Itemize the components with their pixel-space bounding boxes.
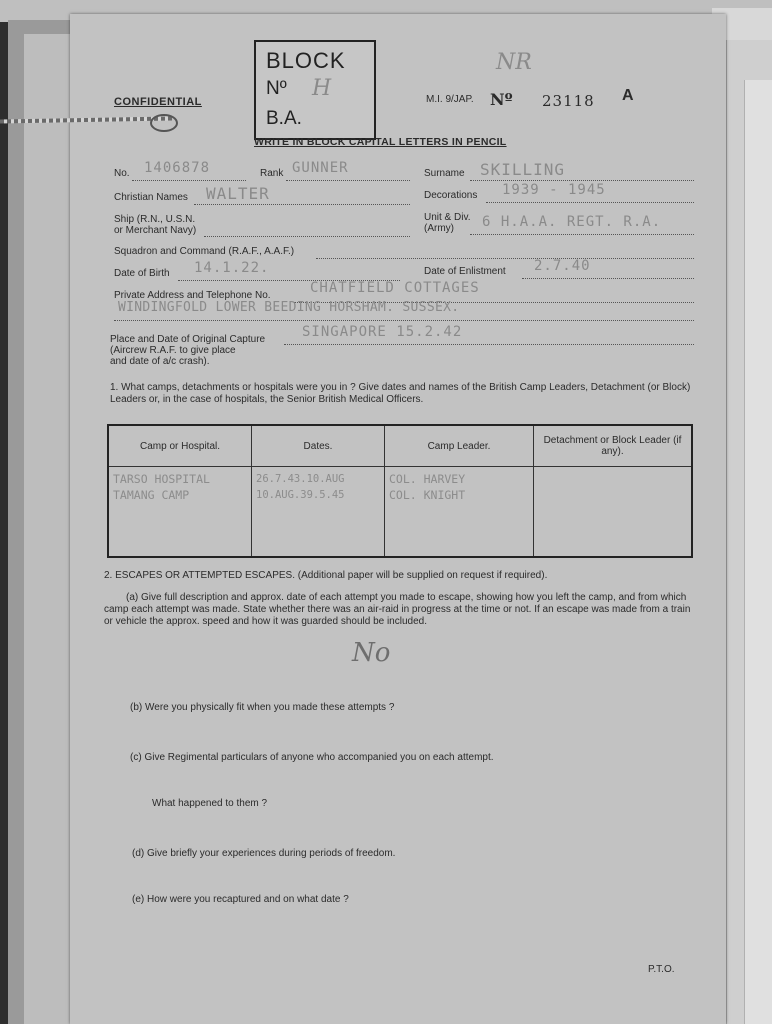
capture-label-2: (Aircrew R.A.F. to give place xyxy=(110,345,236,356)
address-value-line2: WINDINGFOLD LOWER BEEDING HORSHAM. SUSSEX. xyxy=(118,300,460,315)
header-dates: Dates. xyxy=(252,425,385,467)
leader-entry: COL. HARVEY xyxy=(389,472,466,486)
surname-value: SKILLING xyxy=(480,160,566,179)
dates-cell xyxy=(252,467,385,558)
question-2a-answer: No xyxy=(352,638,391,668)
enlistment-value: 2.7.40 xyxy=(534,258,591,274)
camp-entry: TARSO HOSPITAL xyxy=(113,472,210,486)
christian-names-value: WALTER xyxy=(206,184,270,203)
camps-table xyxy=(107,424,693,558)
question-2-heading: 2. ESCAPES OR ATTEMPTED ESCAPES. (Additional paper will be supplied on request if required). xyxy=(104,570,548,581)
christian-names-label: Christian Names xyxy=(114,192,188,203)
ship-label-1: Ship (R.N., U.S.N. xyxy=(114,214,196,225)
question-2c-followup: What happened to them ? xyxy=(152,798,268,809)
form-number: 23118 xyxy=(542,92,595,110)
capture-label-1: Place and Date of Original Capture xyxy=(110,334,266,345)
detachment-cell xyxy=(534,467,693,558)
header-camp-or-hospital: Camp or Hospital. xyxy=(108,425,252,467)
camps-cell xyxy=(108,467,252,558)
number-symbol: Nº xyxy=(490,90,513,109)
rank-label: Rank xyxy=(260,168,284,179)
form-letter: A xyxy=(622,87,634,104)
question-2d-text: (d) Give briefly your experiences during periods of freedom. xyxy=(132,848,396,859)
question-2a-text: (a) Give full description and approx. date of each attempt you made to escape, showing how you left the camp, and from which camp each attempt was made. State whether there was an air-raid in progress at the time or not. If an escape was made from a train or vehicle the approx. speed and how it was guarded should be included. xyxy=(104,592,691,627)
binding-string-knot xyxy=(150,114,178,132)
dob-value: 14.1.22. xyxy=(194,260,270,276)
nr-handwritten: NR xyxy=(496,50,532,75)
decorations-value: 1939 - 1945 xyxy=(502,182,606,198)
block-ba-label: B.A. xyxy=(266,108,302,129)
header-detachment-leader: Detachment or Block Leader (if any). xyxy=(534,425,693,467)
mi-code: M.I. 9/JAP. xyxy=(426,94,474,105)
capture-label-3: and date of a/c crash). xyxy=(110,356,210,367)
no-label: No. xyxy=(114,168,130,179)
camps-table-header xyxy=(108,425,692,467)
block-number-label: Nº xyxy=(266,78,287,99)
header-camp-leader: Camp Leader. xyxy=(385,425,534,467)
leader-cell xyxy=(385,467,534,558)
rank-value: GUNNER xyxy=(292,160,349,176)
dob-label: Date of Birth xyxy=(114,268,170,279)
form-page xyxy=(70,14,726,1024)
address-value-line1: CHATFIELD COTTAGES xyxy=(310,280,480,296)
date-entry: 26.7.43.10.AUG xyxy=(256,473,345,485)
question-2e-text: (e) How were you recaptured and on what date ? xyxy=(132,894,349,905)
instruction-heading: WRITE IN BLOCK CAPITAL LETTERS IN PENCIL xyxy=(254,136,507,148)
unit-value: 6 H.A.A. REGT. R.A. xyxy=(482,214,662,230)
page-stack-right-3 xyxy=(744,80,772,1024)
question-2b-text: (b) Were you physically fit when you made these attempts ? xyxy=(130,702,395,713)
ship-label-2: or Merchant Navy) xyxy=(114,225,197,236)
table-row xyxy=(108,467,692,558)
question-1-text: 1. What camps, detachments or hospitals were you in ? Give dates and names of the British Camp Leaders, Detachment (or Block) Leaders or, in the case of hospitals, the Senior British Medical Officers. xyxy=(110,382,691,405)
pto-note: P.T.O. xyxy=(648,964,675,975)
unit-label-2: (Army) xyxy=(424,223,454,234)
question-2c-text: (c) Give Regimental particulars of anyone who accompanied you on each attempt. xyxy=(130,752,494,763)
capture-value: SINGAPORE 15.2.42 xyxy=(302,324,463,340)
block-label: BLOCK xyxy=(266,48,346,73)
surname-label: Surname xyxy=(424,168,465,179)
address-label: Private Address and Telephone No. xyxy=(114,290,271,301)
decorations-label: Decorations xyxy=(424,190,478,201)
confidential-heading: CONFIDENTIAL xyxy=(114,96,202,108)
unit-label-1: Unit & Div. xyxy=(424,212,471,223)
service-number-value: 1406878 xyxy=(144,160,211,176)
squadron-label: Squadron and Command (R.A.F., A.A.F.) xyxy=(114,246,295,257)
enlistment-label: Date of Enlistment xyxy=(424,266,506,277)
date-entry: 10.AUG.39.5.45 xyxy=(256,489,345,501)
camp-entry: TAMANG CAMP xyxy=(113,488,190,502)
block-stamp-box xyxy=(254,40,376,140)
block-number-handwritten: H xyxy=(312,76,332,101)
leader-entry: COL. KNIGHT xyxy=(389,488,466,502)
